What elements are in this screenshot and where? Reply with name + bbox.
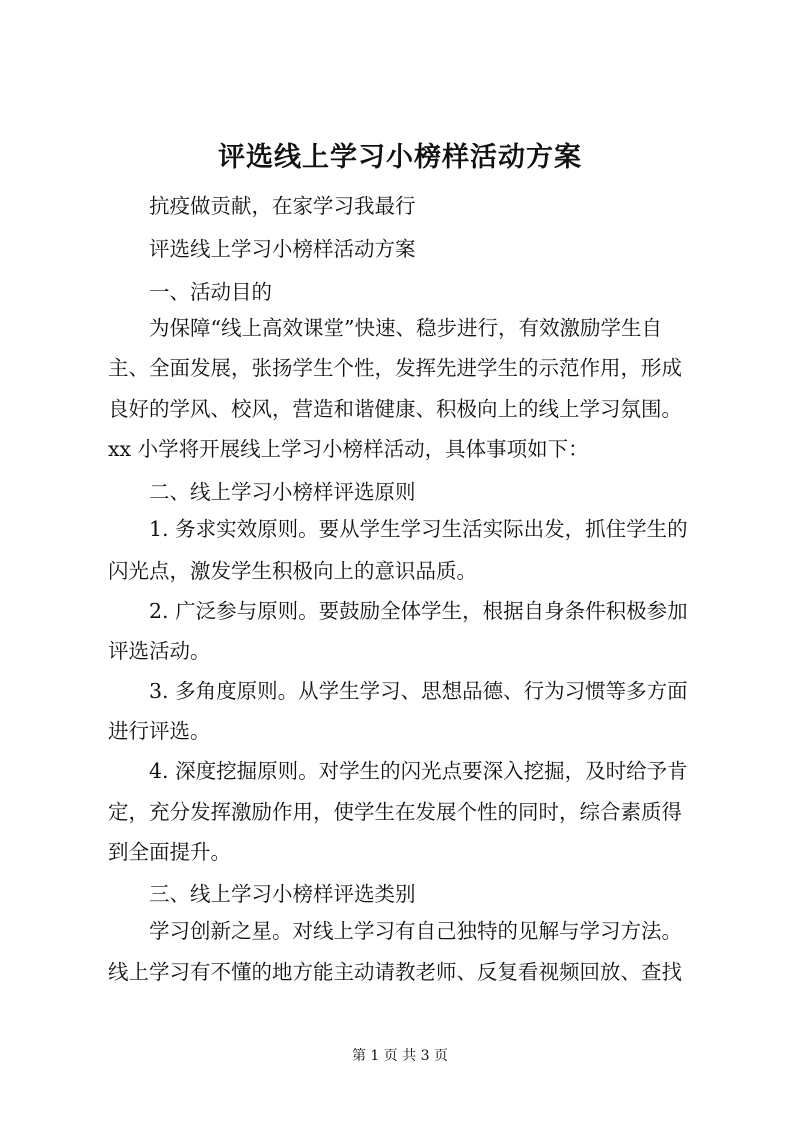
paragraph-line: 评选线上学习小榜样活动方案: [149, 237, 416, 261]
paragraph-line: 为保障“线上高效课堂”快速、稳步进行，有效激励学生自: [149, 316, 662, 340]
paragraph-line: 评选活动。: [108, 639, 211, 663]
paragraph-line: 闪光点，激发学生积极向上的意识品质。: [108, 559, 477, 583]
section-heading: 二、线上学习小榜样评选原则: [149, 480, 416, 504]
paragraph-line: 3. 多角度原则。从学生学习、思想品德、行为习惯等多方面: [149, 679, 688, 703]
paragraph-line: 到全面提升。: [108, 840, 231, 864]
paragraph-line: 线上学习有不懂的地方能主动请教老师、反复看视频回放、查找: [108, 960, 682, 984]
paragraph-line: xx 小学将开展线上学习小榜样活动，具体事项如下：: [108, 437, 589, 461]
paragraph-line: 学习创新之星。对线上学习有自己独特的见解与学习方法。: [149, 919, 682, 943]
paragraph-line: 主、全面发展，张扬学生个性，发挥先进学生的示范作用，形成: [108, 356, 682, 380]
paragraph-line: 2. 广泛参与原则。要鼓励全体学生，根据自身条件积极参加: [149, 599, 688, 623]
paragraph-line: 定，充分发挥激励作用，使学生在发展个性的同时，综合素质得: [108, 800, 682, 824]
page-footer: 第 1 页 共 3 页: [351, 1048, 449, 1064]
section-heading: 三、线上学习小榜样评选类别: [149, 882, 416, 906]
paragraph-line: 良好的学风、校风，营造和谐健康、积极向上的线上学习氛围。: [108, 397, 682, 421]
paragraph-line: 进行评选。: [108, 719, 211, 743]
paragraph-line: 抗疫做贡献，在家学习我最行: [149, 194, 416, 218]
paragraph-line: 4. 深度挖掘原则。对学生的闪光点要深入挖掘，及时给予肯: [149, 759, 688, 783]
document-title: 评选线上学习小榜样活动方案: [218, 142, 582, 173]
section-heading: 一、活动目的: [149, 280, 272, 304]
paragraph-line: 1. 务求实效原则。要从学生学习生活实际出发，抓住学生的: [149, 517, 688, 541]
